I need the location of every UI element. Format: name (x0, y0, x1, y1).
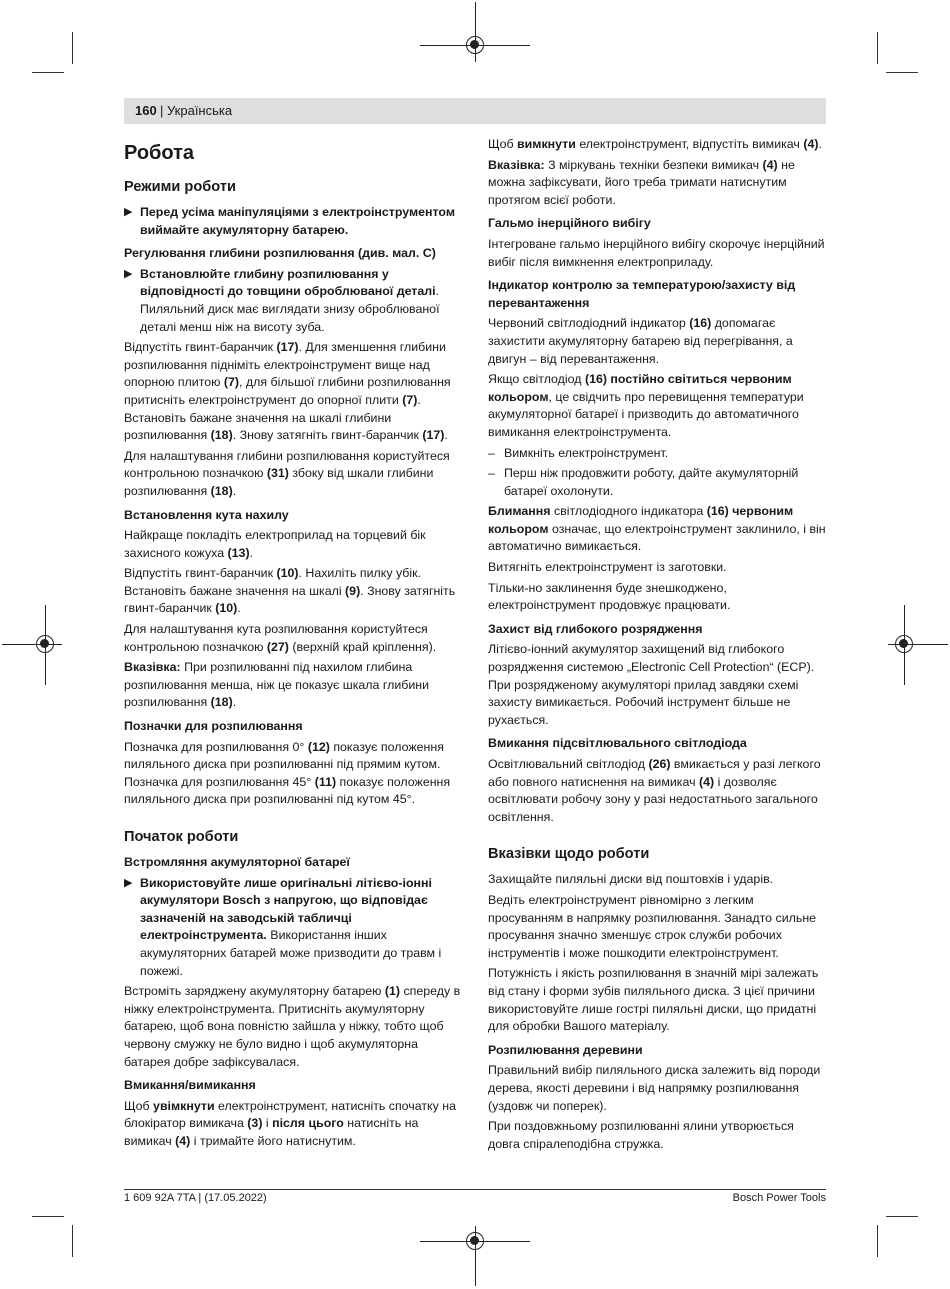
heading-wood: Розпилювання деревини (488, 1042, 643, 1057)
paragraph-temp-2: Якщо світлодіод (16) постійно світиться червоним кольором, це свідчить про перевищення температури акумуляторної батареї і призводить до автоматичного вимикання електроінструмента. (488, 372, 804, 439)
heading-start: Початок роботи (124, 829, 239, 845)
heading-modes: Режими роботи (124, 179, 236, 195)
paragraph-tips-1: Захищайте пиляльні диски від поштовхів і ударів. (488, 872, 774, 887)
heading-tips: Вказівки щодо роботи (488, 846, 650, 863)
paragraph-tips-3: Потужність і якість розпилювання в значній мірі залежать від стану і форми зубів пиляльного диска. З цієї причини використовуйте лише гострі пиляльні диски, що придатні для обробки Вашого матеріалу. (488, 966, 819, 1034)
paragraph-insert: Встроміть заряджену акумуляторну батарею (1) спереду в ніжку електроінструмента. Притисніть акумуляторну батарею, щоб вона повністю зайшла у ніжку, тобто щоб червону смужку не було видно і щоб акумуляторна батарея добре зафіксувалася. (124, 984, 461, 1069)
paragraph-marks: Позначка для розпилювання 0° (12) показує положення пиляльного диска при розпилюванні під прямим кутом. Позначка для розпилювання 45° (11) показує положення пиляльного диска при розпилюванні під кутом 45°. (124, 739, 451, 807)
footer-doc-id: 1 609 92A 7TA | (17.05.2022) (124, 1192, 267, 1204)
paragraph-depth-2: Для налаштування глибини розпилювання користуйтеся контрольною позначкою (31) збоку від шкали глибини розпилювання (18). (124, 448, 450, 498)
page-header (124, 98, 826, 124)
heading-brake: Гальмо інерційного вибігу (488, 216, 651, 231)
paragraph-resume: Тільки-но заклинення буде знешкоджено, електроінструмент продовжує працювати. (488, 580, 731, 613)
bullet-text: Використання інших акумуляторних батарей може призводити до травм і пожежі. (140, 928, 442, 978)
footer-rule (124, 1189, 826, 1190)
bullet-remove-battery (124, 204, 464, 239)
crop-mark (72, 1225, 73, 1257)
crop-mark (886, 1216, 918, 1217)
bullet-text-bold: Встановлюйте глибину розпилювання у відповідності до товщини оброблюваної деталі (140, 266, 436, 299)
heading-deep-discharge: Захист від глибокого розрядження (488, 621, 703, 636)
paragraph-deep-discharge: Літієво-іонний акумулятор захищений від глибокого розрядження системою „Electronic Cell Protection“ (ECP). При розрядженому акумуляторі прилад завдяки схемі захисту вимикається. Робочий інструмент більше не рухається. (488, 642, 815, 727)
heading-temperature: Індикатор контролю за температурою/захисту від перевантаження (488, 278, 796, 310)
bullet-text: . Пиляльний диск має виглядати знизу оброблюваної деталі менш ніж на висоту зуба. (140, 284, 440, 334)
header-separator: | (160, 103, 164, 118)
paragraph-switch-note: Вказівка: З міркувань техніки безпеки вимикач (4) не можна зафіксувати, його треба тримати натиснутим протягом всієї роботи. (488, 157, 795, 207)
bullet-set-depth (124, 266, 464, 336)
paragraph-angle-3: Для налаштування кута розпилювання користуйтеся контрольною позначкою (27) (верхній край кріплення). (124, 622, 437, 654)
bullet-text: Перед усіма маніпуляціями з електроінструментом виймайте акумуляторну батарею. (140, 205, 455, 237)
heading-marks: Позначки для розпилювання (124, 719, 303, 734)
heading-insert: Встромляння акумуляторної батареї (124, 855, 350, 869)
header-language: Українська (167, 103, 233, 118)
paragraph-wood-1: Правильний вибір пиляльного диска залежить від породи дерева, якості деревини і від напрямку розпилювання (уздовж чи поперек). (488, 1063, 821, 1113)
paragraph-blink: Блимання світлодіодного індикатора (16) червоним кольором означає, що електроінструмент заклинило, і він автоматично вимикається. (488, 504, 826, 554)
paragraph-wood-2: При поздовжньому розпилюванні ялини утворюється довга спіралеподібна стружка. (488, 1119, 794, 1151)
crop-mark (877, 1225, 878, 1257)
heading-led: Вмикання підсвітлювального світлодіода (488, 736, 747, 751)
dash-item: – Перш ніж продовжити роботу, дайте акумуляторній батареї охолонути. (488, 466, 799, 498)
paragraph-led: Освітлювальний світлодіод (26) вмикається у разі легкого або повного натиснення на вимикач (4) і дозволяє освітлювати робочу зону у разі недостатнього загального освітлення. (488, 757, 821, 824)
left-column (124, 136, 464, 1154)
heading-angle: Встановлення кута нахилу (124, 507, 289, 522)
section-title-work: Робота (124, 142, 195, 164)
crop-mark (32, 72, 64, 73)
bullet-original-battery (124, 875, 464, 981)
footer-brand: Bosch Power Tools (732, 1192, 826, 1204)
triangle-bullet-icon: ▶ (124, 267, 133, 280)
paragraph-angle-2: Відпустіть гвинт-баранчик (10). Нахиліть пилку убік. Встановіть бажане значення на шкалі (9). Знову затягніть гвинт-баранчик (10). (124, 566, 456, 616)
triangle-bullet-icon: ▶ (124, 206, 133, 218)
paragraph-tips-2: Ведіть електроінструмент рівномірно з легким просуванням в напрямку розпилювання. Занадто сильне просування значно зменшує строк служби робочих інструментів і може пошкодити електроінструмент. (488, 892, 817, 960)
paragraph-on: Щоб увімкнути електроінструмент, натисніть спочатку на блокіратор вимикача (3) і після цього натисніть на вимикач (4) і тримайте його натиснутим. (124, 1098, 456, 1148)
crop-mark (72, 32, 73, 64)
paragraph-brake: Інтегроване гальмо інерційного вибігу скорочує інерційний вибіг після вимкнення електроприладу. (488, 236, 825, 269)
heading-onoff: Вмикання/вимикання (124, 1078, 256, 1093)
dash-item: – Вимкніть електроінструмент. (488, 445, 669, 460)
crop-mark (886, 72, 918, 73)
paragraph-angle-note: Вказівка: При розпилюванні під нахилом глибина розпилювання менша, ніж це показує шкала глибини розпилювання (18). (124, 660, 430, 710)
right-column (488, 136, 826, 1156)
crop-mark (877, 32, 878, 64)
paragraph-temp-1: Червоний світлодіодний індикатор (16) допомагає захистити акумуляторну батарею від перегрівання, а двигун – від перевантаження. (488, 316, 793, 366)
crop-mark (32, 1216, 64, 1217)
paragraph-pull-out: Витягніть електроінструмент із заготовки. (488, 560, 727, 575)
triangle-bullet-icon: ▶ (124, 876, 133, 889)
bullet-text-bold: Використовуйте лише оригінальні літієво-іонні акумулятори Bosch з напругою, що відповідає зазначеній на заводській табличці електроінструмента. (140, 875, 432, 943)
page-number: 160 (135, 103, 157, 118)
heading-depth: Регулювання глибини розпилювання (див. мал. C) (124, 246, 436, 261)
paragraph-angle-1: Найкраще покладіть електроприлад на торцевий бік захисного кожуха (13). (124, 528, 426, 560)
paragraph-depth-1: Відпустіть гвинт-баранчик (17). Для зменшення глибини розпилювання підніміть електроінструмент вище над опорною плитою (7), для більшої глибини розпилювання притисніть електроінструмент до опорної плити (7). Встановіть бажане значення на шкалі глибини розпилювання (18). Знову затягніть гвинт-баранчик (17). (124, 340, 451, 443)
paragraph-off: Щоб вимкнути електроінструмент, відпустіть вимикач (4). (488, 137, 822, 151)
